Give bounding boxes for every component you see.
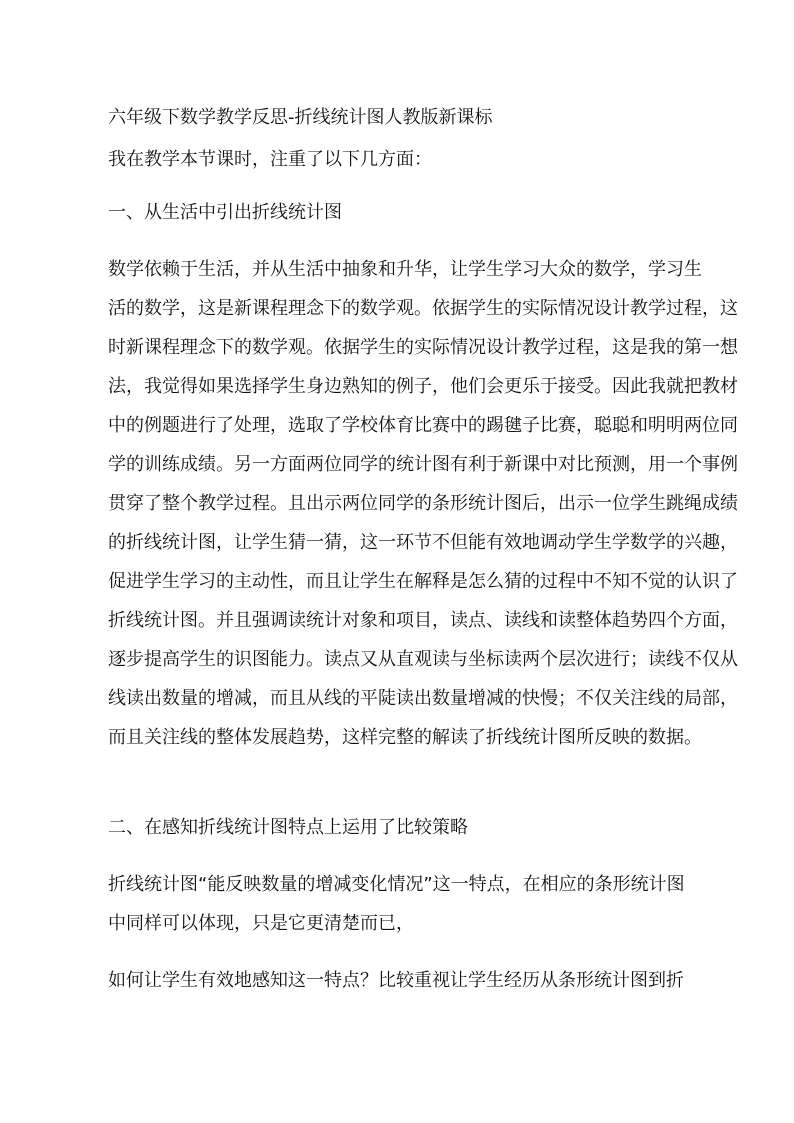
- paragraph-line: 如何让学生有效地感知这一特点？比较重视让学生经历从条形统计图到折: [108, 970, 684, 991]
- paragraph-line: 数学依赖于生活，并从生活中抽象和升华，让学生学习大众的数学，学习生: [108, 259, 702, 280]
- intro-text: 我在教学本节课时，注重了以下几方面：: [108, 149, 432, 170]
- paragraph-line: 线读出数量的增减，而且从线的平陡读出数量增减的快慢；不仅关注线的局部，: [108, 688, 738, 709]
- paragraph-line: 学的训练成绩。另一方面两位同学的统计图有利于新课中对比预测，用一个事例: [108, 454, 738, 475]
- paragraph-line: 活的数学，这是新课程理念下的数学观。依据学生的实际情况设计教学过程，这: [108, 298, 738, 319]
- paragraph-line: 折线统计图“能反映数量的增减变化情况”这一特点，在相应的条形统计图: [108, 874, 685, 895]
- paragraph-line: 中的例题进行了处理，选取了学校体育比赛中的踢毽子比赛，聪聪和明明两位同: [108, 415, 738, 436]
- paragraph-line: 中同样可以体现，只是它更清楚而已，: [108, 913, 414, 934]
- paragraph-line: 时新课程理念下的数学观。依据学生的实际情况设计教学过程，这是我的第一想: [108, 337, 738, 358]
- paragraph-line: 而且关注线的整体发展趋势，这样完整的解读了折线统计图所反映的数据。: [108, 727, 702, 748]
- paragraph-line: 法，我觉得如果选择学生身边熟知的例子，他们会更乐于接受。因此我就把教材: [108, 376, 738, 397]
- document-title: 六年级下数学教学反思-折线统计图人教版新课标: [108, 107, 493, 128]
- section-heading-2: 二、在感知折线统计图特点上运用了比较策略: [108, 817, 468, 838]
- paragraph-line: 的折线统计图，让学生猜一猜，这一环节不但能有效地调动学生学数学的兴趣，: [108, 532, 738, 553]
- section-heading-1: 一、从生活中引出折线统计图: [108, 202, 342, 223]
- paragraph-line: 贯穿了整个教学过程。且出示两位同学的条形统计图后，出示一位学生跳绳成绩: [108, 493, 738, 514]
- paragraph-line: 折线统计图。并且强调读统计对象和项目，读点、读线和读整体趋势四个方面，: [108, 610, 738, 631]
- paragraph-line: 逐步提高学生的识图能力。读点又从直观读与坐标读两个层次进行；读线不仅从: [108, 649, 738, 670]
- paragraph-line: 促进学生学习的主动性，而且让学生在解释是怎么猜的过程中不知不觉的认识了: [108, 571, 738, 592]
